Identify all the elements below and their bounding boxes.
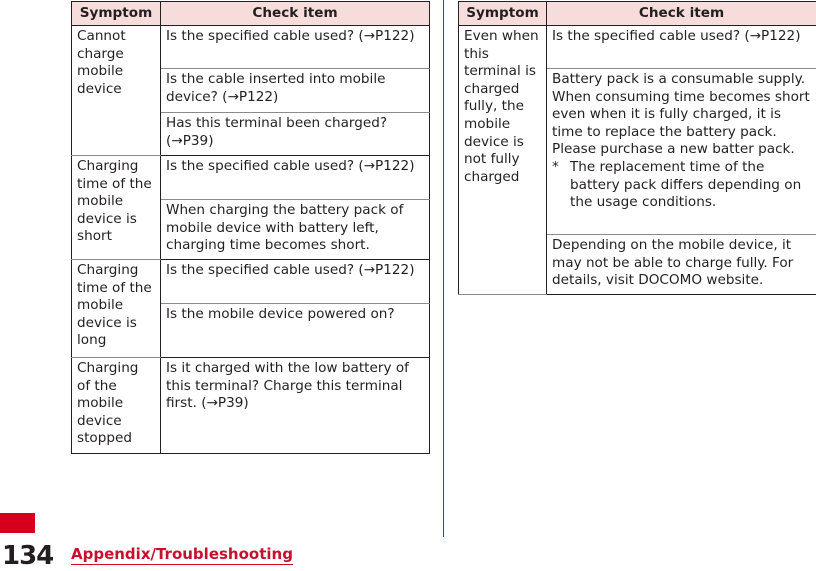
symptom-cell: Charging time of the mobile device is short <box>72 156 161 260</box>
check-item-cell <box>547 69 816 235</box>
check-item-cell: Is the cable inserted into mobile device? (→P122) <box>161 69 430 113</box>
check-item-cell: Is the specified cable used? (→P122) <box>161 260 430 304</box>
symptom-cell: Cannot charge mobile device <box>72 26 161 156</box>
troubleshooting-table-right <box>458 1 816 295</box>
check-item-cell: Has this terminal been charged? (→P39) <box>161 113 430 156</box>
check-item-cell: Is it charged with the low battery of this terminal? Charge this terminal first. (→P39) <box>161 358 430 454</box>
check-item-header: Check item <box>547 2 816 26</box>
check-item-cell: Is the specified cable used? (→P122) <box>161 26 430 69</box>
symptom-cell: Even when this terminal is charged fully, the mobile device is not fully charged <box>459 26 547 295</box>
column-divider <box>443 0 444 537</box>
check-item-cell: Depending on the mobile device, it may not be able to charge fully. For details, visit DOCOMO website. <box>547 235 816 295</box>
table-row <box>72 26 430 69</box>
page-number: 134 <box>2 541 53 571</box>
check-item-text: Battery pack is a consumable supply. When consuming time becomes short even when it is fully charged, it is time to replace the battery pack. Please purchase a new batter pack. <box>552 71 810 157</box>
table-row <box>72 260 430 304</box>
table-header-row <box>459 2 816 26</box>
troubleshooting-table-left <box>71 1 430 454</box>
table-row <box>459 26 816 69</box>
symptom-cell: Charging of the mobile device stopped <box>72 358 161 454</box>
page-tab-marker <box>0 513 35 533</box>
section-title: Appendix/Troubleshooting <box>71 545 293 565</box>
table-row <box>72 358 430 454</box>
table-row <box>72 156 430 200</box>
symptom-header: Symptom <box>459 2 547 26</box>
check-item-cell: When charging the battery pack of mobile device with battery left, charging time becomes short. <box>161 200 430 260</box>
check-item-cell: Is the specified cable used? (→P122) <box>161 156 430 200</box>
symptom-header: Symptom <box>72 2 161 26</box>
table-header-row <box>72 2 430 26</box>
check-item-cell: Is the mobile device powered on? <box>161 304 430 358</box>
symptom-cell: Charging time of the mobile device is long <box>72 260 161 358</box>
check-item-cell: Is the specified cable used? (→P122) <box>547 26 816 69</box>
check-item-header: Check item <box>161 2 430 26</box>
check-item-note: * The replacement time of the battery pack differs depending on the usage conditions. <box>552 159 811 212</box>
